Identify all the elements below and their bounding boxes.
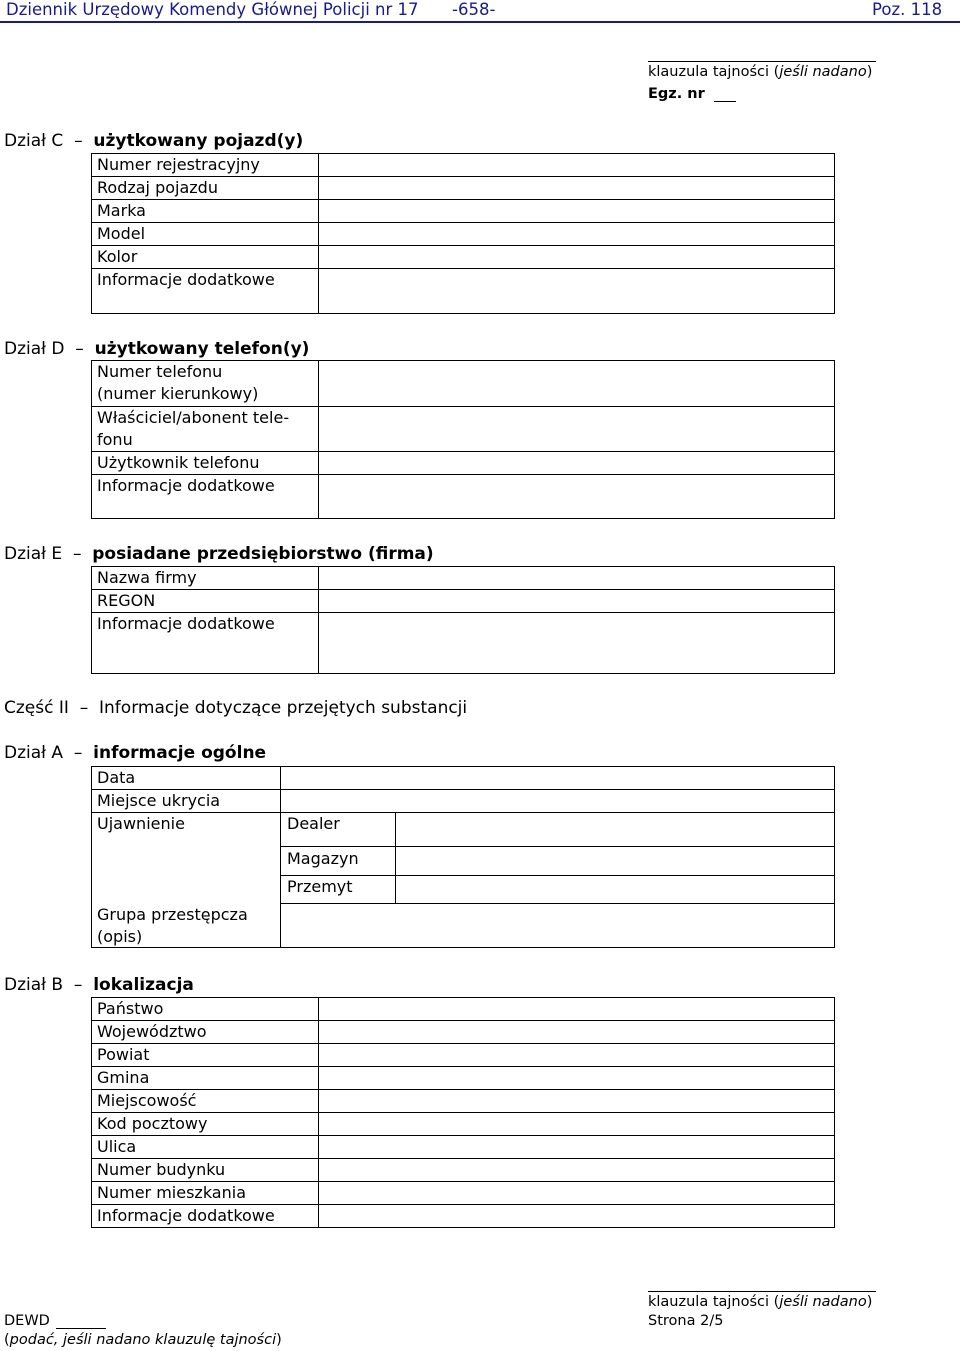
page-counter: Strona 2/5: [648, 1313, 724, 1329]
section-a-option-line: [280, 875, 396, 876]
vehicle-model-field[interactable]: [320, 223, 833, 244]
company-info-field[interactable]: [320, 613, 833, 673]
commune-field[interactable]: [320, 1067, 833, 1088]
company-info-label: Informacje dodatkowe: [97, 614, 275, 633]
location-info-field[interactable]: [320, 1205, 833, 1226]
location-info-label: Informacje dodatkowe: [97, 1206, 275, 1225]
page-number: -658-: [452, 0, 496, 19]
section-c-divider: [318, 153, 319, 314]
commune-label: Gmina: [97, 1068, 150, 1087]
company-name-field[interactable]: [320, 567, 833, 588]
section-d-heading: Dział D – użytkowany telefon(y): [4, 339, 310, 359]
phone-user-field[interactable]: [320, 452, 833, 473]
warehouse-field[interactable]: [397, 847, 833, 874]
vehicle-type-label: Rodzaj pojazdu: [97, 178, 218, 197]
vehicle-model-label: Model: [97, 224, 146, 243]
smuggling-field[interactable]: [397, 876, 833, 902]
warehouse-option[interactable]: Magazyn: [287, 849, 359, 868]
section-a-rowline: [91, 789, 281, 790]
postal-code-field[interactable]: [320, 1113, 833, 1134]
copy-number-label: Egz. nr: [648, 86, 705, 102]
phone-number-label: Numer telefonu: [97, 362, 223, 381]
postal-code-label: Kod pocztowy: [97, 1114, 208, 1133]
position-number: Poz. 118: [872, 0, 943, 19]
disclosure-label: Ujawnienie: [97, 814, 185, 833]
phone-info-label: Informacje dodatkowe: [97, 476, 275, 495]
vehicle-info-label: Informacje dodatkowe: [97, 270, 275, 289]
section-a-option-line: [280, 846, 396, 847]
vehicle-make-label: Marka: [97, 201, 146, 220]
vehicle-info-field[interactable]: [320, 269, 833, 313]
crime-group-desc-label: (opis): [97, 927, 143, 946]
dealer-field[interactable]: [397, 813, 833, 845]
street-field[interactable]: [320, 1136, 833, 1157]
classification-label: klauzula tajności (jeśli nadano): [648, 64, 873, 80]
hiding-place-label: Miejsce ukrycia: [97, 791, 221, 810]
company-name-label: Nazwa firmy: [97, 568, 197, 587]
phone-owner-label: Właściciel/abonent tele-: [97, 408, 290, 427]
hiding-place-field[interactable]: [282, 790, 833, 811]
part-2-heading: Część II – Informacje dotyczące przejętych substancji: [4, 698, 468, 718]
town-label: Miejscowość: [97, 1091, 197, 1110]
phone-number-field[interactable]: [320, 361, 833, 405]
street-label: Ulica: [97, 1137, 137, 1156]
vehicle-plate-field[interactable]: [320, 154, 833, 175]
apartment-number-label: Numer mieszkania: [97, 1183, 246, 1202]
building-number-field[interactable]: [320, 1159, 833, 1180]
journal-title: Dziennik Urzędowy Komendy Głównej Policji nr 17: [6, 0, 419, 19]
dewd-label: DEWD: [4, 1313, 50, 1329]
copy-number-field[interactable]: [714, 101, 736, 102]
country-field[interactable]: [320, 998, 833, 1019]
section-b-heading: Dział B – lokalizacja: [4, 975, 194, 995]
date-field[interactable]: [282, 767, 833, 788]
district-field[interactable]: [320, 1044, 833, 1065]
vehicle-color-label: Kolor: [97, 247, 138, 266]
phone-area-code-label: (numer kierunkowy): [97, 384, 259, 403]
section-d-divider: [318, 360, 319, 519]
phone-owner-field[interactable]: [320, 407, 833, 450]
footer-classification-line: [648, 1291, 876, 1292]
section-e-heading: Dział E – posiadane przedsiębiorstwo (firma): [4, 544, 434, 564]
section-e-divider: [318, 566, 319, 674]
voivodeship-label: Województwo: [97, 1022, 207, 1041]
phone-info-field[interactable]: [320, 475, 833, 518]
vehicle-make-field[interactable]: [320, 200, 833, 221]
vehicle-color-field[interactable]: [320, 246, 833, 267]
crime-group-field[interactable]: [282, 904, 833, 947]
phone-user-label: Użytkownik telefonu: [97, 453, 260, 472]
date-label: Data: [97, 768, 136, 787]
dewd-field[interactable]: [56, 1328, 106, 1329]
town-field[interactable]: [320, 1090, 833, 1111]
phone-owner-label-cont: fonu: [97, 430, 133, 449]
regon-label: REGON: [97, 591, 156, 610]
smuggling-option[interactable]: Przemyt: [287, 877, 353, 896]
district-label: Powiat: [97, 1045, 150, 1064]
section-a-heading: Dział A – informacje ogólne: [4, 743, 267, 763]
footer-classification-label: klauzula tajności (jeśli nadano): [648, 1294, 873, 1310]
building-number-label: Numer budynku: [97, 1160, 226, 1179]
apartment-number-field[interactable]: [320, 1182, 833, 1203]
regon-field[interactable]: [320, 590, 833, 611]
crime-group-label: Grupa przestępcza: [97, 905, 248, 924]
country-label: Państwo: [97, 999, 164, 1018]
section-a-divider: [280, 766, 281, 948]
vehicle-plate-label: Numer rejestracyjny: [97, 155, 260, 174]
voivodeship-field[interactable]: [320, 1021, 833, 1042]
classification-line: [648, 61, 876, 62]
footer-note: (podać, jeśli nadano klauzulę tajności): [4, 1332, 282, 1348]
section-c-heading: Dział C – użytkowany pojazd(y): [4, 131, 304, 151]
header-rule: [0, 21, 960, 23]
vehicle-type-field[interactable]: [320, 177, 833, 198]
section-a-option-divider: [395, 812, 396, 903]
dealer-option[interactable]: Dealer: [287, 814, 340, 833]
